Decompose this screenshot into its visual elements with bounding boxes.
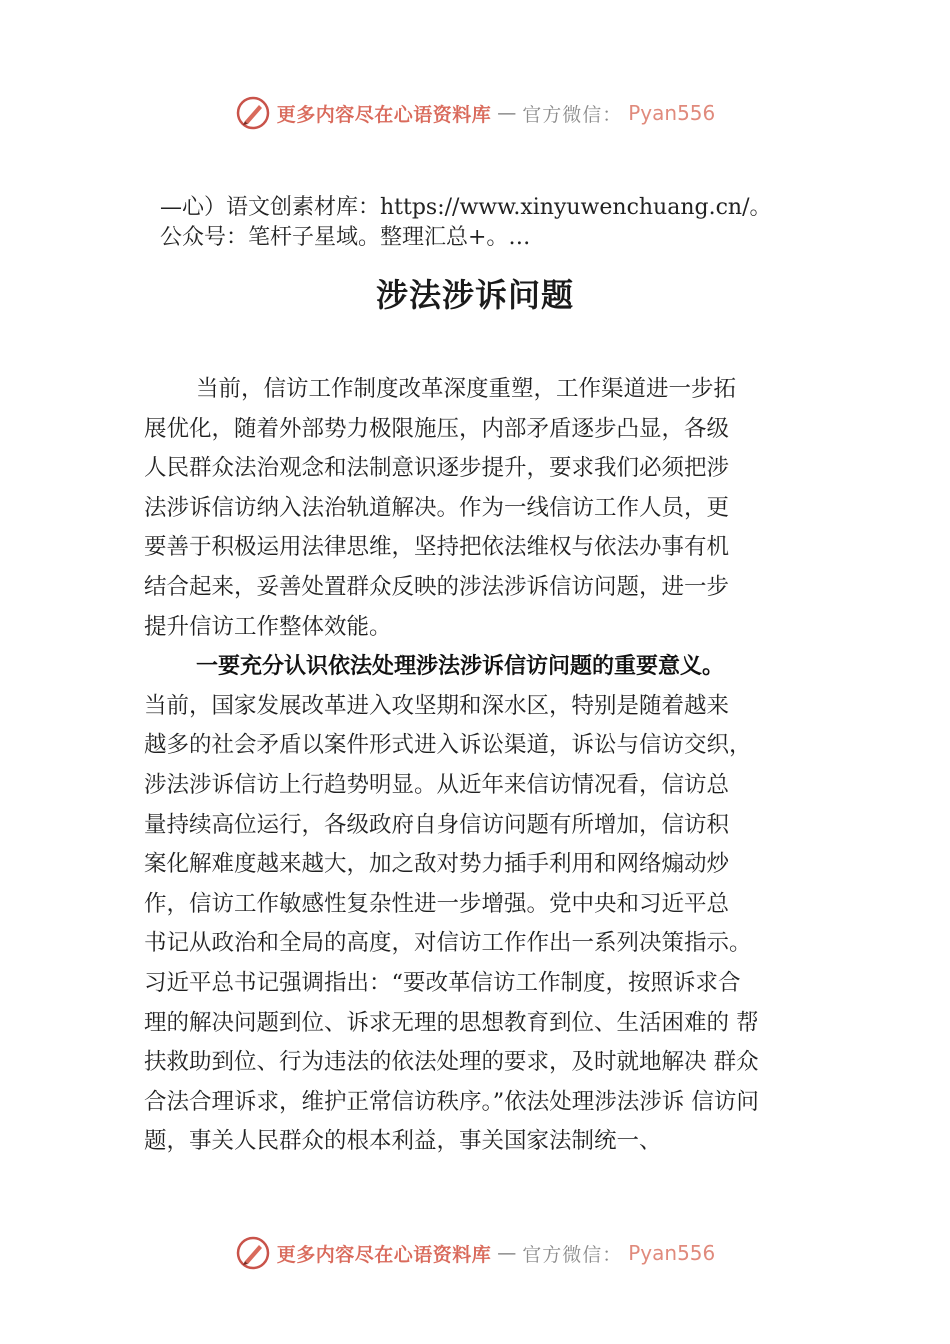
text-line: 当前，信访工作制度改革深度重塑，工作渠道进一步拓: [196, 376, 737, 402]
brand-text: 更多内容尽在心语资料库: [276, 1243, 492, 1266]
source-note: [160, 193, 860, 253]
text-line: 法涉诉信访纳入法治轨道解决。作为一线信访工作人员，更: [144, 494, 730, 521]
text-line: 习近平总书记强调指出：“要改革信访工作制度，按照诉求合: [144, 969, 741, 996]
wechat-id: Pyan556: [628, 1241, 716, 1265]
text-line: 结合起来，妥善处置群众反映的涉法涉诉信访问题，进一步: [144, 573, 730, 600]
pen-seal-logo-icon: [235, 1235, 271, 1271]
text-line: 案化解难度越来越大，加之敌对势力插手利用和网络煽动炒: [144, 851, 730, 878]
paragraph-intro: [144, 370, 814, 647]
paragraph-section-1: [144, 647, 814, 1162]
pen-seal-logo-icon: [235, 95, 271, 131]
text-line: 书记从政治和全局的高度，对信访工作作出一系列决策指示。: [144, 930, 752, 957]
text-line: 扶救助到位、行为违法的依法处理的要求，及时就地解决 群众: [144, 1049, 759, 1076]
section-heading: 一要充分认识依法处理涉法涉诉信访问题的重要意义。: [196, 654, 725, 680]
text-line: 量持续高位运行，各级政府自身信访问题有所增加，信访积: [144, 811, 730, 838]
text-line: 涉法涉诉信访上行趋势明显。从近年来信访情况看，信访总: [144, 771, 730, 798]
text-line: 当前，国家发展改革进入攻坚期和深水区，特别是随着越来: [144, 692, 730, 719]
wechat-label: 官方微信：: [522, 103, 623, 126]
source-line-url: —心）语文创素材库：https://www.xinyuwenchuang.cn/。: [160, 195, 772, 220]
banner-separator: —: [497, 102, 517, 124]
document-title: 涉法涉诉问题: [375, 276, 574, 314]
footer-banner: [0, 1233, 950, 1273]
text-line: 要善于积极运用法律思维，坚持把依法维权与依法办事有机: [144, 534, 730, 561]
brand-text: 更多内容尽在心语资料库: [276, 103, 492, 126]
document-body: [144, 370, 814, 1162]
text-line: 理的解决问题到位、诉求无理的思想教育到位、生活困难的 帮: [144, 1009, 759, 1036]
banner-separator: —: [497, 1242, 517, 1264]
text-line: 人民群众法治观念和法制意识逐步提升，要求我们必须把涉: [144, 455, 730, 482]
wechat-id: Pyan556: [628, 101, 716, 125]
text-line: 提升信访工作整体效能。: [144, 613, 392, 640]
text-line: 合法合理诉求，维护正常信访秩序。”依法处理涉法涉诉 信访问: [144, 1088, 759, 1115]
header-banner: [0, 93, 950, 133]
source-line-account: 公众号：笔杆子星域。整理汇总+。…: [160, 225, 531, 250]
text-line: 题，事关人民群众的根本利益，事关国家法制统一、: [144, 1128, 662, 1155]
text-line: 展优化，随着外部势力极限施压，内部矛盾逐步凸显，各级: [144, 415, 730, 442]
text-line: 越多的社会矛盾以案件形式进入诉讼渠道，诉讼与信访交织，: [144, 732, 752, 759]
text-line: 作，信访工作敏感性复杂性进一步增强。党中央和习近平总: [144, 890, 730, 917]
wechat-label: 官方微信：: [522, 1243, 623, 1266]
